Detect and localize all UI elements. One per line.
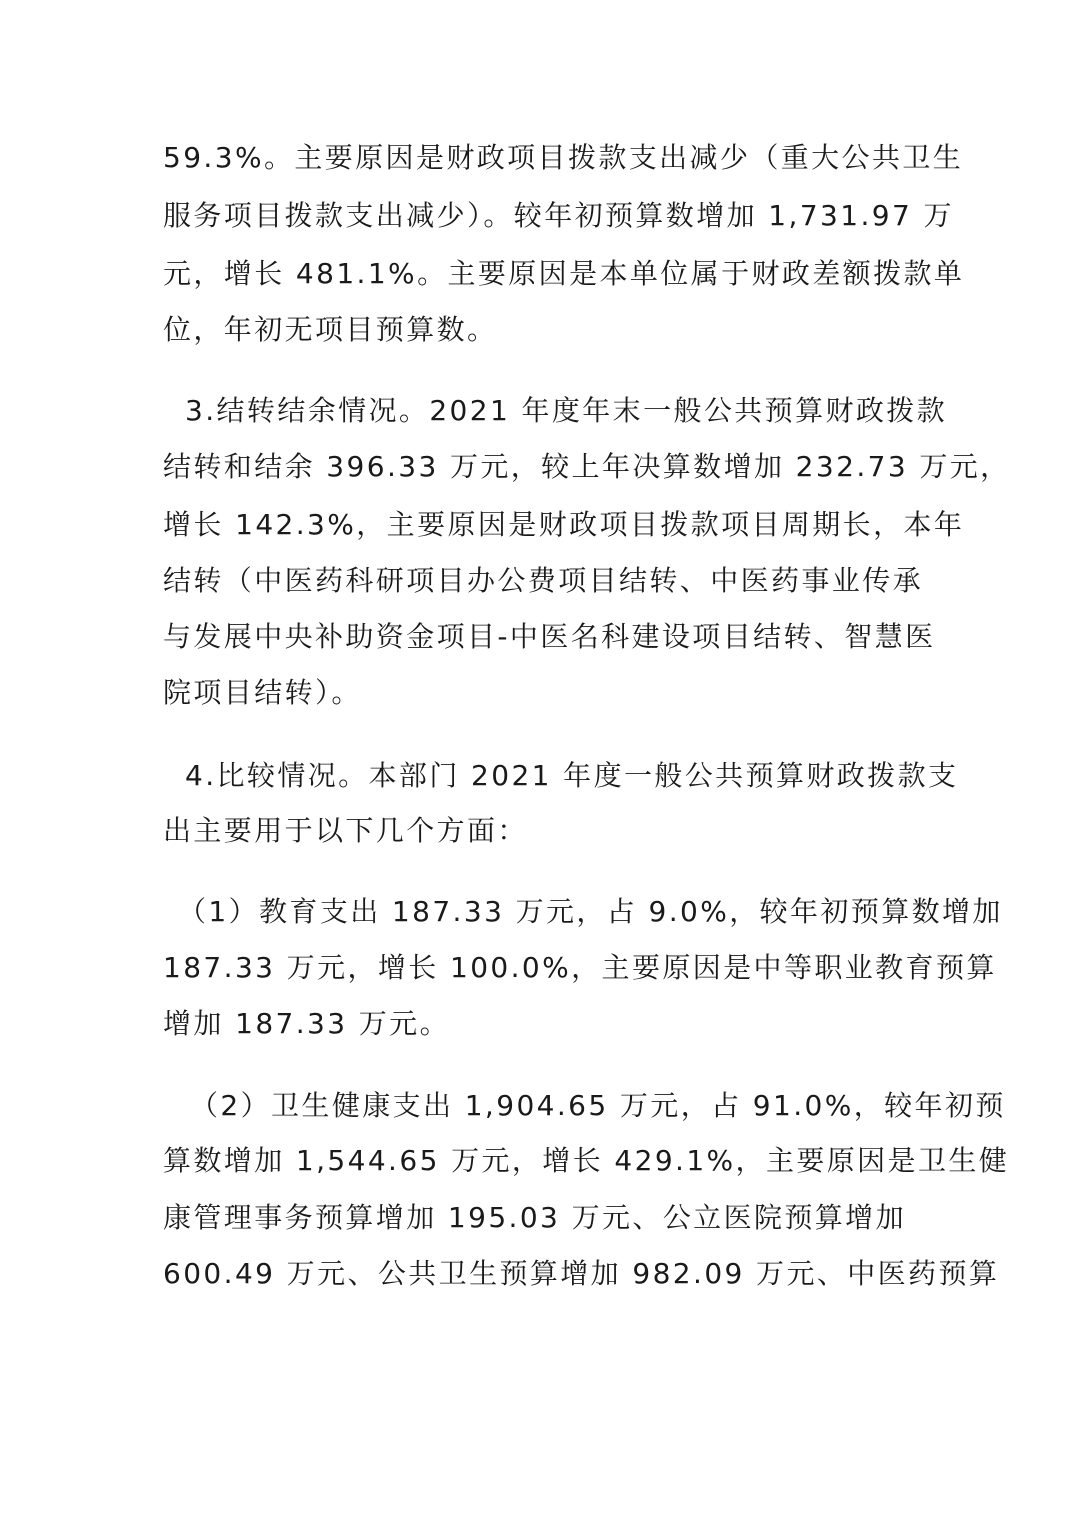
text-line: 出主要用于以下几个方面： bbox=[163, 814, 528, 847]
text-line: 187.33 万元，增长 100.0%，主要原因是中等职业教育预算 bbox=[163, 951, 997, 984]
text-line: 结转（中医药科研项目办公费项目结转、中医药事业传承 bbox=[163, 564, 924, 597]
text-line: 结转和结余 396.33 万元，较上年决算数增加 232.73 万元， bbox=[163, 450, 1011, 483]
text-line: 院项目结转）。 bbox=[163, 676, 362, 709]
text-line: 59.3%。主要原因是财政项目拨款支出减少（重大公共卫生 bbox=[163, 141, 964, 174]
text-line: 3.结转结余情况。2021 年度年末一般公共预算财政拨款 bbox=[185, 394, 948, 427]
text-line: 算数增加 1,544.65 万元，增长 429.1%，主要原因是卫生健 bbox=[163, 1144, 1010, 1177]
text-line: （2）卫生健康支出 1,904.65 万元，占 91.0%，较年初预 bbox=[190, 1089, 1006, 1122]
text-line: 服务项目拨款支出减少）。较年初预算数增加 1,731.97 万 bbox=[163, 199, 954, 232]
text-line: 4.比较情况。本部门 2021 年度一般公共预算财政拨款支 bbox=[185, 759, 959, 792]
text-line: 位，年初无项目预算数。 bbox=[163, 313, 498, 346]
text-line: 元，增长 481.1%。主要原因是本单位属于财政差额拨款单 bbox=[163, 257, 965, 290]
text-line: 增加 187.33 万元。 bbox=[163, 1007, 450, 1040]
text-line: 与发展中央补助资金项目-中医名科建设项目结转、智慧医 bbox=[163, 620, 936, 653]
text-line: 增长 142.3%，主要原因是财政项目拨款项目周期长，本年 bbox=[163, 508, 965, 541]
text-line: 康管理事务预算增加 195.03 万元、公立医院预算增加 bbox=[163, 1201, 906, 1234]
text-line: （1）教育支出 187.33 万元，占 9.0%，较年初预算数增加 bbox=[178, 895, 1003, 928]
text-line: 600.49 万元、公共卫生预算增加 982.09 万元、中医药预算 bbox=[163, 1257, 1000, 1290]
